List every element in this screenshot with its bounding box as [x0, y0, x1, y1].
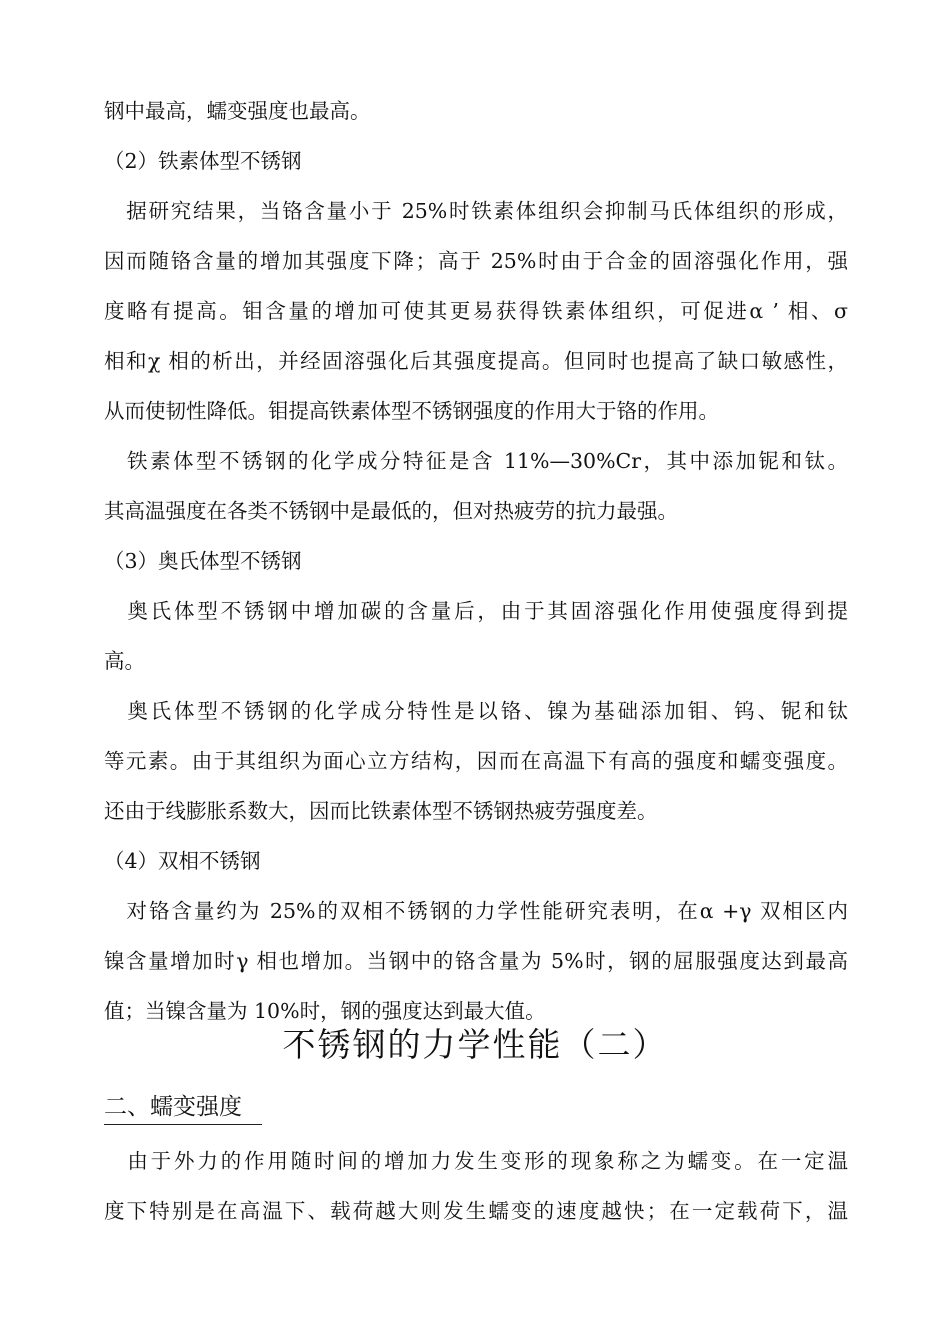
subheading-austenitic: （3）奥氏体型不锈钢 [104, 549, 302, 573]
paragraph-line: 据研究结果，当铬含量小于 25%时铁素体组织会抑制马氏体组织的形成， [104, 199, 848, 223]
paragraph-line: 度略有提高。钼含量的增加可使其更易获得铁素体组织，可促进α ’ 相、σ [104, 299, 848, 323]
paragraph-line: 还由于线膨胀系数大，因而比铁素体型不锈钢热疲劳强度差。 [104, 799, 658, 823]
paragraph-line: 奥氏体型不锈钢的化学成分特性是以铬、镍为基础添加钼、钨、铌和钛 [104, 699, 848, 723]
paragraph-line: 相和χ 相的析出，并经固溶强化后其强度提高。但同时也提高了缺口敏感性， [104, 349, 848, 373]
paragraph-line: 由于外力的作用随时间的增加力发生变形的现象称之为蠕变。在一定温 [104, 1149, 848, 1173]
page-title: 不锈钢的力学性能（二） [282, 1025, 668, 1064]
paragraph-line: 因而随铬含量的增加其强度下降；高于 25%时由于合金的固溶强化作用，强 [104, 249, 848, 273]
paragraph-line: 铁素体型不锈钢的化学成分特征是含 11%—30%Cr，其中添加铌和钛。 [104, 449, 848, 473]
paragraph-line: 对铬含量约为 25%的双相不锈钢的力学性能研究表明，在α +γ 双相区内 [104, 899, 848, 923]
paragraph-line: 从而使韧性降低。钼提高铁素体型不锈钢强度的作用大于铬的作用。 [104, 399, 719, 423]
paragraph-line: 钢中最高，蠕变强度也最高。 [104, 99, 371, 123]
paragraph-line: 等元素。由于其组织为面心立方结构，因而在高温下有高的强度和蠕变强度。 [104, 749, 848, 773]
paragraph-line: 奥氏体型不锈钢中增加碳的含量后，由于其固溶强化作用使强度得到提 [104, 599, 848, 623]
paragraph-line: 其高温强度在各类不锈钢中是最低的，但对热疲劳的抗力最强。 [104, 499, 678, 523]
subheading-duplex: （4）双相不锈钢 [104, 849, 261, 873]
paragraph-line: 值；当镍含量为 10%时，钢的强度达到最大值。 [104, 999, 546, 1023]
subheading-ferritic: （2）铁素体型不锈钢 [104, 149, 302, 173]
paragraph-line: 度下特别是在高温下、载荷越大则发生蠕变的速度越快；在一定载荷下，温 [104, 1199, 848, 1223]
section-heading: 二、蠕变强度 [104, 1090, 262, 1125]
paragraph-line: 高。 [104, 649, 145, 673]
paragraph-line: 镍含量增加时γ 相也增加。当钢中的铬含量为 5%时，钢的屈服强度达到最高 [104, 949, 848, 973]
